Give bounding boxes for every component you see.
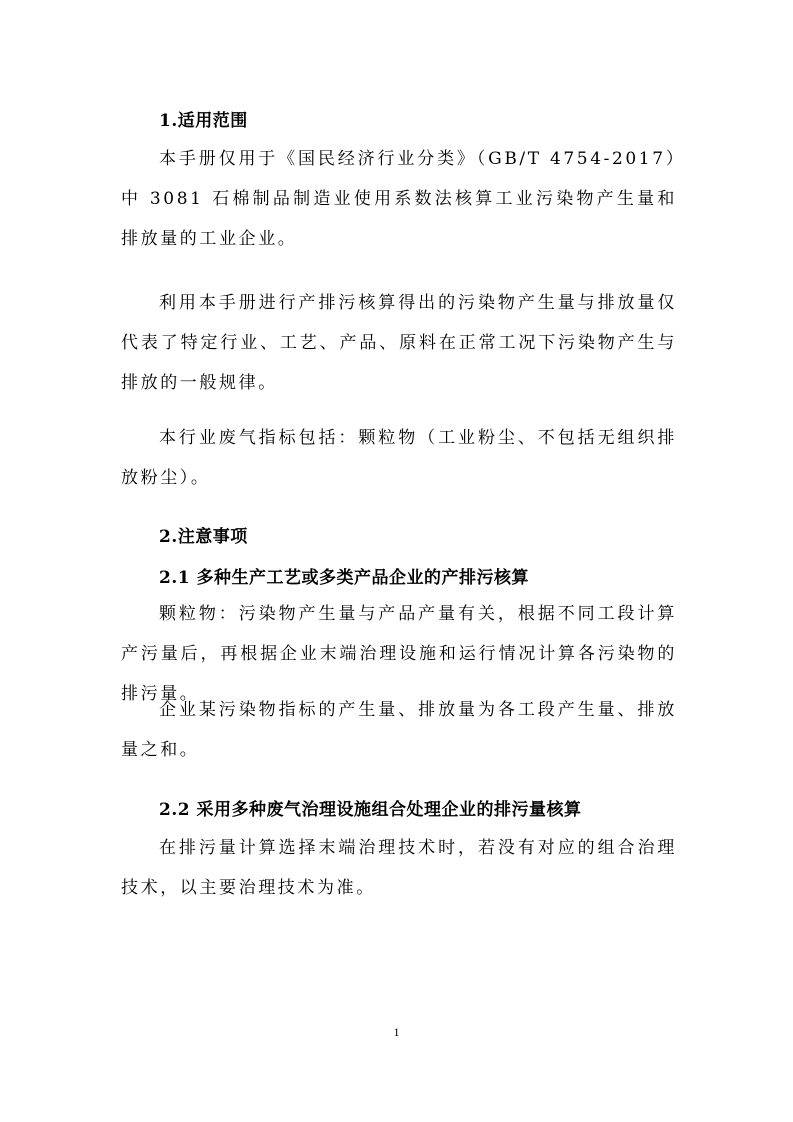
section-1-paragraph-2: 利用本手册进行产排污核算得出的污染物产生量与排放量仅代表了特定行业、工艺、产品、原料在正常工况下污染物产生与排放的一般规律。	[121, 293, 677, 393]
section-2-1-paragraph-2: 企业某污染物指标的产生量、排放量为各工段产生量、排放量之和。	[121, 700, 677, 760]
section-2-2-paragraph-1: 在排污量计算选择末端治理技术时，若没有对应的组合治理技术，以主要治理技术为准。	[121, 838, 677, 898]
section-1-heading: 1.适用范围	[159, 111, 248, 131]
page-number: 1	[393, 1025, 400, 1039]
section-1-paragraph-1: 本手册仅用于《国民经济行业分类》（GB/T 4754-2017）中 3081 石棉制品制造业使用系数法核算工业污染物产生量和排放量的工业企业。	[121, 149, 677, 249]
section-2-1-heading: 2.1 多种生产工艺或多类产品企业的产排污核算	[159, 568, 529, 588]
section-2-1-paragraph-1: 颗粒物：污染物产生量与产品产量有关，根据不同工段计算产污量后，再根据企业末端治理设施和运行情况计算各污染物的排污量。	[121, 604, 677, 704]
section-2-heading: 2.注意事项	[159, 527, 248, 547]
section-1-paragraph-3: 本行业废气指标包括：颗粒物（工业粉尘、不包括无组织排放粉尘）。	[121, 428, 677, 488]
section-2-2-heading: 2.2 采用多种废气治理设施组合处理企业的排污量核算	[159, 800, 582, 820]
